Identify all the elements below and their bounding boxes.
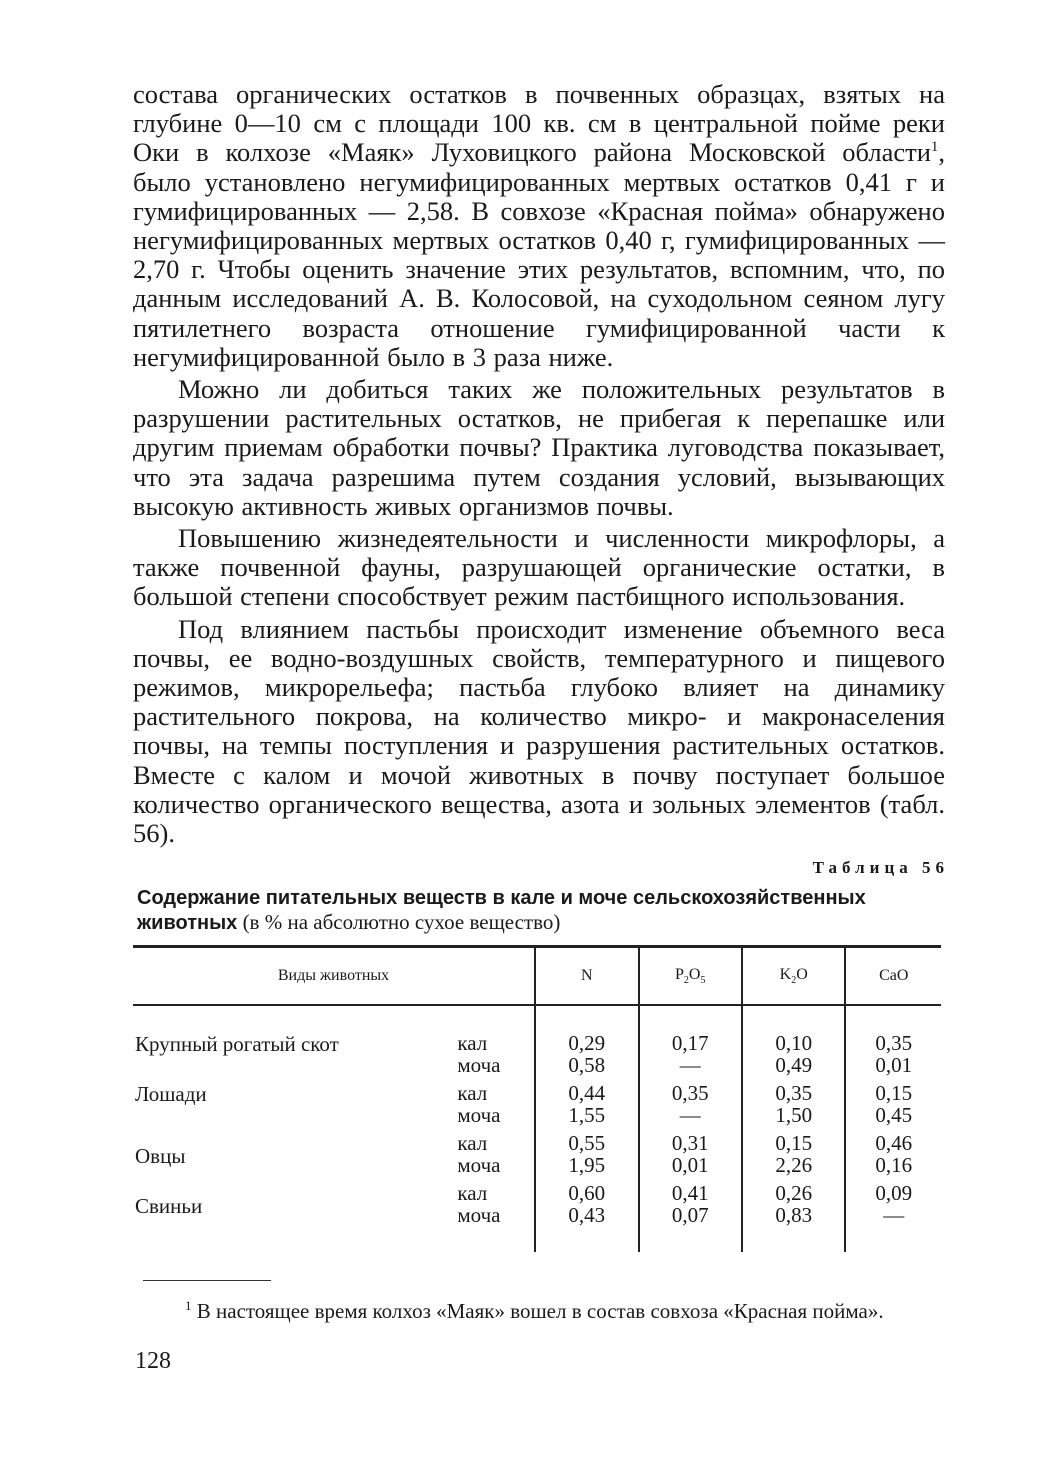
header-n: N (535, 947, 638, 1006)
header-k2o-k: K (779, 966, 792, 984)
footnote-divider (143, 1280, 271, 1281)
value-cell: — (679, 1053, 701, 1078)
value-p2o5 (639, 1076, 742, 1126)
value-cell: 0,29 (568, 1031, 606, 1056)
tail-cell (133, 1226, 421, 1252)
value-cell: 0,35 (671, 1081, 709, 1106)
sample-kind (421, 1076, 535, 1126)
value-n (535, 1126, 638, 1176)
animal-name: Свиньи (135, 1194, 203, 1219)
value-cell: 0,09 (875, 1181, 913, 1206)
value-cell: 2,26 (775, 1153, 813, 1178)
animal-name: Овцы (135, 1144, 186, 1169)
value-n (535, 1076, 638, 1126)
value-cell: 0,60 (568, 1181, 606, 1206)
value-p2o5 (639, 1005, 742, 1076)
sample-kind (421, 1005, 535, 1076)
footnote-ref: 1 (930, 139, 939, 156)
tail-cell (421, 1226, 535, 1252)
value-cell: — (679, 1103, 701, 1128)
value-cell: 0,35 (775, 1081, 813, 1106)
header-cao: CaO (845, 947, 941, 1006)
table-caption (137, 886, 917, 935)
value-k2o (742, 1126, 845, 1176)
value-cell: 0,16 (875, 1153, 913, 1178)
header-p2o5-sub1: 2 (683, 975, 689, 987)
kind-urine: моча (457, 1103, 501, 1128)
footnote (133, 1293, 945, 1324)
value-cell: 0,46 (875, 1131, 913, 1156)
header-k2o-sub: 2 (791, 975, 797, 987)
value-cell: 0,17 (671, 1031, 709, 1056)
nutrient-table (133, 945, 941, 1252)
kind-feces: кал (457, 1031, 488, 1056)
page (133, 79, 949, 1375)
value-cell: 1,95 (568, 1153, 606, 1178)
value-cell: 0,41 (671, 1181, 709, 1206)
page-number: 128 (135, 1348, 171, 1375)
paragraph-1 (133, 80, 945, 372)
value-k2o (742, 1076, 845, 1126)
kind-feces: кал (457, 1131, 488, 1156)
table-caption-units: (в % на абсолютно сухое вещество) (237, 910, 561, 935)
value-cell: 0,83 (775, 1203, 813, 1228)
value-cao (845, 1176, 941, 1226)
table-row (133, 1126, 941, 1176)
value-cell: 0,01 (875, 1053, 913, 1078)
value-cao (845, 1076, 941, 1126)
header-p2o5-o: O (688, 966, 701, 984)
table-row (133, 1176, 941, 1226)
kind-feces: кал (457, 1081, 488, 1106)
value-cell: 0,55 (568, 1131, 606, 1156)
header-p2o5-sub2: 5 (700, 975, 706, 987)
value-cell: 0,35 (875, 1031, 913, 1056)
kind-urine: моча (457, 1203, 501, 1228)
table-row (133, 1076, 941, 1126)
sample-kind (421, 1176, 535, 1226)
tail-cell (639, 1226, 742, 1252)
paragraph-2: Можно ли добиться таких же положительных результатов в разрушении растительных остатков, не прибегая к перепашке или другим приемам обработки почвы? Практика луговодства показывает, что эта задача разрешима путем создания условий, вызывающих высокую активность живых организмов почвы. (133, 374, 945, 521)
header-p2o5-p: P (675, 966, 684, 984)
value-n (535, 1005, 638, 1076)
value-cell: — (883, 1203, 905, 1228)
tail-cell (742, 1226, 845, 1252)
value-cell: 0,31 (671, 1131, 709, 1156)
header-k2o (742, 947, 845, 1006)
value-cell: 0,43 (568, 1203, 606, 1228)
table-header-row (133, 947, 941, 1006)
value-k2o (742, 1005, 845, 1076)
footnote-mark: 1 (185, 1298, 192, 1314)
value-cell: 0,49 (775, 1053, 813, 1078)
header-animals: Виды животных (133, 947, 535, 1006)
value-cell: 0,15 (875, 1081, 913, 1106)
value-cell: 1,55 (568, 1103, 606, 1128)
animal-name: Крупный рогатый скот (135, 1032, 339, 1057)
value-cell: 0,07 (671, 1203, 709, 1228)
table-caption-main: Содержание питательных веществ в кале и моче сельскохозяйственных животных (137, 887, 866, 935)
footnote-text: В настоящее время колхоз «Маяк» вошел в состав совхоза «Красная пойма». (191, 1299, 884, 1324)
table-tail-row (133, 1226, 941, 1252)
tail-cell (535, 1226, 638, 1252)
header-p2o5 (639, 947, 742, 1006)
value-cao (845, 1126, 941, 1176)
paragraph-3: Повышению жизнедеятельности и численности микрофлоры, а также почвенной фауны, разрушающей органические остатки, в большой степени способствует режим пастбищного использования. (133, 523, 945, 612)
kind-urine: моча (457, 1153, 501, 1178)
value-cell: 0,26 (775, 1181, 813, 1206)
paragraph-1-text-a: состава органических остатков в почвенных образцах, взятых на глубине 0—10 см с площади 100 кв. см в центральной пойме реки Оки в колхозе «Маяк» Луховицкого района Московской области (133, 79, 945, 168)
table-row (133, 1005, 941, 1076)
value-cell: 0,01 (671, 1153, 709, 1178)
header-k2o-o: O (796, 966, 808, 984)
animal-name: Лошади (135, 1082, 207, 1107)
paragraph-4: Под влиянием пастьбы происходит изменение объемного веса почвы, ее водно-воздушных свойств, температурного и пищевого режимов, микрорельефа; пастьба глубоко влияет на динамику растительного покрова, на количество микро- и макронаселения почвы, на темпы поступления и разрушения растительных остатков. Вместе с калом и мочой животных в почву поступает большое количество органического вещества, азота и зольных элементов (табл. 56). (133, 613, 945, 849)
value-cell: 0,44 (568, 1081, 606, 1106)
value-cao (845, 1005, 941, 1076)
tail-cell (845, 1226, 941, 1252)
value-p2o5 (639, 1176, 742, 1226)
kind-urine: моча (457, 1053, 501, 1078)
sample-kind (421, 1126, 535, 1176)
value-cell: 0,58 (568, 1053, 606, 1078)
value-cell: 0,45 (875, 1103, 913, 1128)
value-cell: 0,15 (775, 1131, 813, 1156)
value-p2o5 (639, 1126, 742, 1176)
paragraph-1-text-b: , было установлено негумифицированных мертвых остатков 0,41 г и гумифицированных — 2,58. В совхозе «Красная пойма» обнаружено негумифицированных мертвых остатков 0,40 г, гумифицированных — 2,70 г. Чтобы оценить значение этих результатов, вспомним, что, по данным исследований А. В. Колосовой, на суходольном сеяном лугу пятилетнего возраста отношение гумифицированной части к негумифицированной было в 3 раза ниже. (133, 137, 945, 372)
value-n (535, 1176, 638, 1226)
table-label: Таблица 56 (812, 858, 949, 878)
value-cell: 1,50 (775, 1103, 813, 1128)
kind-feces: кал (457, 1181, 488, 1206)
value-k2o (742, 1176, 845, 1226)
value-cell: 0,10 (775, 1031, 813, 1056)
